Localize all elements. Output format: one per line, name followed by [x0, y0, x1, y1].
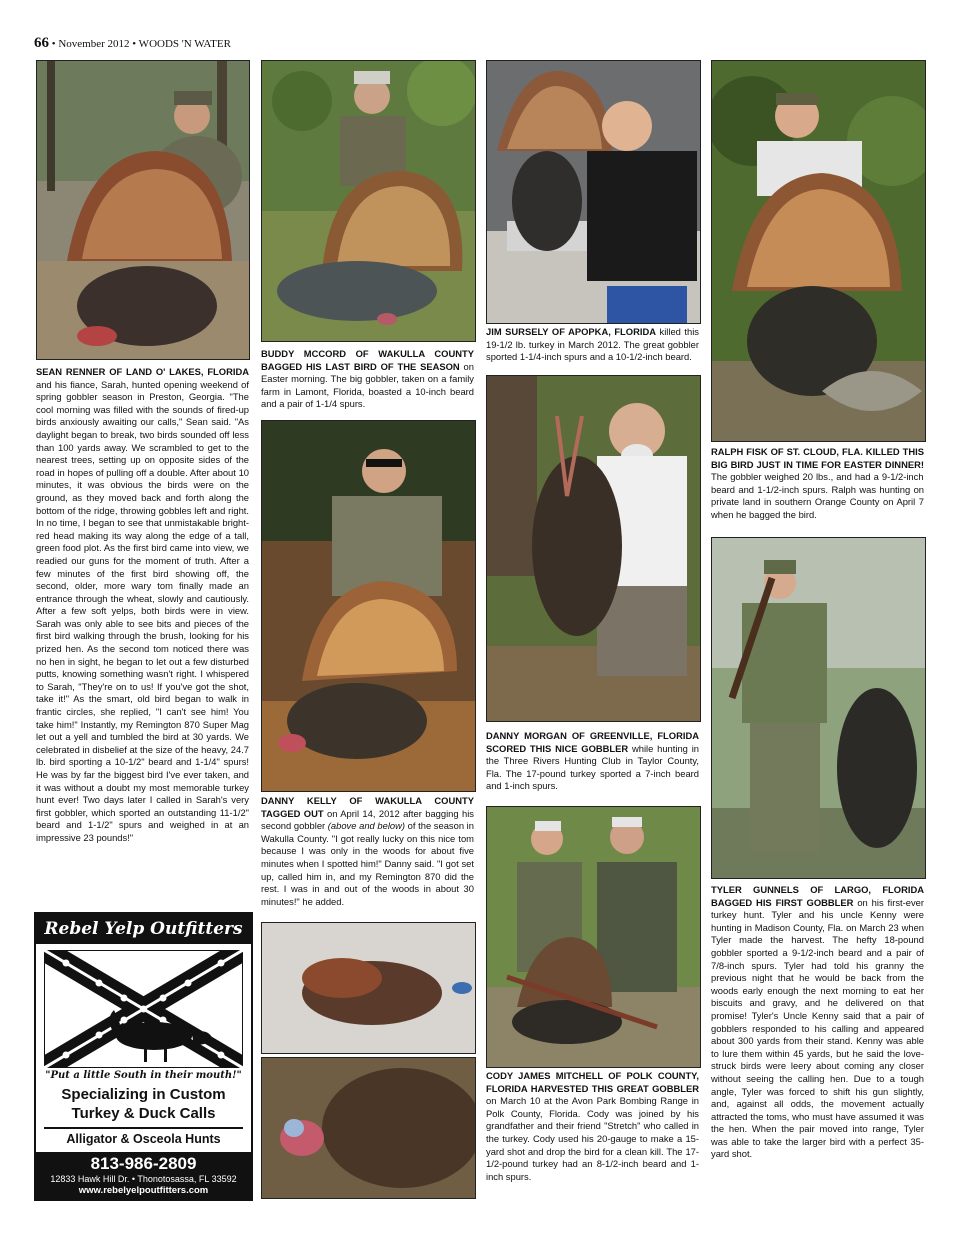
photo-danny-morgan: [486, 375, 701, 722]
caption-jim-name: JIM SURSELY OF APOPKA, FLORIDA: [486, 326, 656, 337]
caption-buddy-body: on Easter morning. The big gobbler, taken on a family farm in Lamont, Florida, boasted a 10-inch beard and a pair of 1-1/4 spurs.: [261, 360, 474, 410]
caption-tyler-body: on his first-ever turkey hunt. Tyler and his uncle Kenny were hunting in Madison County, Fla. on March 23 when Tyler made the harvest. The hefty 18-pound gobbler sported a 9-1/2-inch beard and a pair of 7/8-inch spurs. Tyler had told his granny the previous night that he would be back from the woods early enough the next morning to eat her biscuits and gravy, and he delivered on that promise! Tyler's Uncle Kenny said that a pair of gobblers responded to his calling and appeared about 300 yards from their stand. Kenny was able to lure them within 45 yards, but he said the love-struck birds were leery about coming any closer without seeing the calling hen. Due to a tough angle, Tyler was forced to shift his gun slightly, and, against all odds, the movement actually attracted the toms, who must have assumed it was the hen. When the pair moved into range, Tyler was able to take the larger bird with a perfect 35-yard shot.: [711, 896, 925, 1160]
caption-danny-morgan: [486, 730, 699, 793]
ad-website: www.rebelyelpoutfitters.com: [78, 1185, 209, 1196]
caption-danny-kelly-body-b: of the season in Wakulla County. "I got really lucky on this nice tom because I was only in the woods for about five minutes when I spotted him!" Danny said. "I got set up, called him in, and my Remington 870 did the rest. I was in and out of the woods in about 30 minutes!" he added.: [261, 820, 474, 907]
photo-tyler-gunnels: [711, 537, 926, 879]
photo-danny-kelly-turkey-2: [261, 1057, 476, 1199]
ad-phone: 813-986-2809: [90, 1154, 197, 1173]
caption-danny-kelly-italic: (above and below): [327, 820, 406, 832]
ad-tagline: "Put a little South in their mouth!": [45, 1070, 242, 1081]
photo-jim-sursely: [486, 60, 701, 324]
page-number: 66: [34, 35, 49, 51]
caption-buddy-name: BUDDY MCCORD OF WAKULLA COUNTY BAGGED HIS LAST BIRD OF THE SEASON: [261, 348, 474, 372]
ad-hunts: Alligator & Osceola Hunts: [66, 1132, 221, 1146]
caption-tyler-name: TYLER GUNNELS OF LARGO, FLORIDA BAGGED HIS FIRST GOBBLER: [711, 884, 924, 908]
caption-jim-sursely: [486, 326, 699, 364]
ad-contact-block: [36, 1152, 251, 1199]
caption-danny-kelly-body-a: on April 14, 2012 after bagging his second gobbler: [261, 807, 474, 832]
rebel-yelp-ad: [34, 912, 253, 1201]
caption-danny-kelly-name: DANNY KELLY OF WAKULLA COUNTY TAGGED OUT: [261, 795, 474, 819]
caption-ralph-fisk: [711, 446, 924, 522]
caption-sean-name: SEAN RENNER OF LAND O' LAKES, FLORIDA: [36, 366, 249, 377]
ad-title: Rebel Yelp Outfitters: [36, 914, 251, 944]
caption-cody-mitchell: [486, 1070, 699, 1183]
caption-buddy-mccord: [261, 348, 474, 411]
issue-line: • November 2012 • WOODS 'N WATER: [49, 38, 231, 50]
caption-jim-body: killed this 19-1/2 lb. turkey in March 2012. The great gobbler sported 1-1/4-inch spurs and a 10-1/2-inch beard.: [486, 326, 699, 363]
photo-buddy-mccord: [261, 60, 476, 342]
caption-ralph-name: RALPH FISK OF ST. CLOUD, FLA. KILLED THIS BIG BIRD JUST IN TIME FOR EASTER DINNER!: [711, 446, 924, 470]
photo-danny-kelly-turkey-1: [261, 922, 476, 1054]
caption-tyler-gunnels: [711, 884, 924, 1161]
caption-danny-morgan-body: while hunting in the Three Rivers Hunting Club in Taylor County, Fla. The 17-pound turkey sported a 7-inch beard and 1-inch spurs.: [486, 742, 699, 792]
caption-cody-body: on March 10 at the Avon Park Bombing Range in Polk County, Florida. Cody was joined by his grandfather and their friend "Stretch" who called in the turkey. Cody used his 20-gauge to make a 15-yard shot and drop the bird for a clean kill. The 17-1/2-pound turkey had an 8-1/2-inch beard and 1-inch spurs.: [486, 1095, 699, 1182]
ad-address: 12833 Hawk Hill Dr. • Thonotosassa, FL 33592: [50, 1174, 237, 1184]
photo-danny-kelly: [261, 420, 476, 792]
photo-cody-mitchell: [486, 806, 701, 1068]
photo-ralph-fisk: [711, 60, 926, 442]
ad-divider: [44, 1127, 243, 1129]
caption-cody-name: CODY JAMES MITCHELL OF POLK COUNTY, FLORIDA HARVESTED THIS GREAT GOBBLER: [486, 1070, 699, 1094]
caption-sean-renner: [36, 366, 249, 845]
page-header: [34, 35, 231, 52]
rebel-flag-icon: [44, 950, 243, 1068]
ad-specializing: Specializing in Custom Turkey & Duck Calls: [61, 1086, 226, 1122]
caption-sean-body: and his fiance, Sarah, hunted opening weekend of spring gobbler season in Preston, Georgia. "The cool morning was filled with the sounds of fired-up birds anxiously awaiting our calls," Sean said. "As daylight began to break, two birds sounded off less than 100 yards away. We scrambled to get to the nearest trees, setting up on opposite sides of the road in hopes of pulling off a double. After about 10 minutes, it was obvious the birds were on the ground, as they moved back and forth along the bottom of the ridge, throwing gobbles left and right. In no time, I began to see that unmistakable bright-red head making its way along the edge of a tall, green food plot. As the first bird came into view, we readied our guns for the moment of truth. After a few minutes of the first bird showing off, the second, older, more wary tom finally made an entrance through the wheat, slowly and cautiously. After a few soft yelps, both birds were in view. Sarah was only able to see bits and pieces of the first bird walking through the brush, looking for his prized hen. As the second tom noticed there was no hen in sight, he began to let out a few disturbed putts, knowing something wasn't right. I whispered to Sarah, "They're on to us! If you've got the shot, take it!" As the smart, old bird began to walk in frantic circles, she replied, "I can't see him! You take him!" Instantly, my Remington 870 Super Mag let out a yell and tumbled the bird at 30 yards. We celebrated in disbelief at the size of the heavy, 24.7 lb. bird sporting a 10-1/2" beard and 1-1/4" spurs! He was by far the biggest bird I've ever taken, and it was without a doubt my most memorable turkey hunt ever! Two days later I called in Sarah's very first gobbler, which sported an outstanding 11-1/2" beard and 1-1/2" spurs and weighed in at an impressive 23 pounds!": [36, 378, 249, 843]
caption-ralph-body: The gobbler weighed 20 lbs., and had a 9-1/2-inch beard and 1-1/2-inch spurs. Ralph was hunting on private land in southern Orange County on April 7 when he bagged the bird.: [711, 471, 924, 520]
caption-danny-morgan-name: DANNY MORGAN OF GREENVILLE, FLORIDA SCORED THIS NICE GOBBLER: [486, 730, 699, 754]
photo-sean-renner: [36, 60, 250, 360]
caption-danny-kelly: [261, 795, 474, 908]
